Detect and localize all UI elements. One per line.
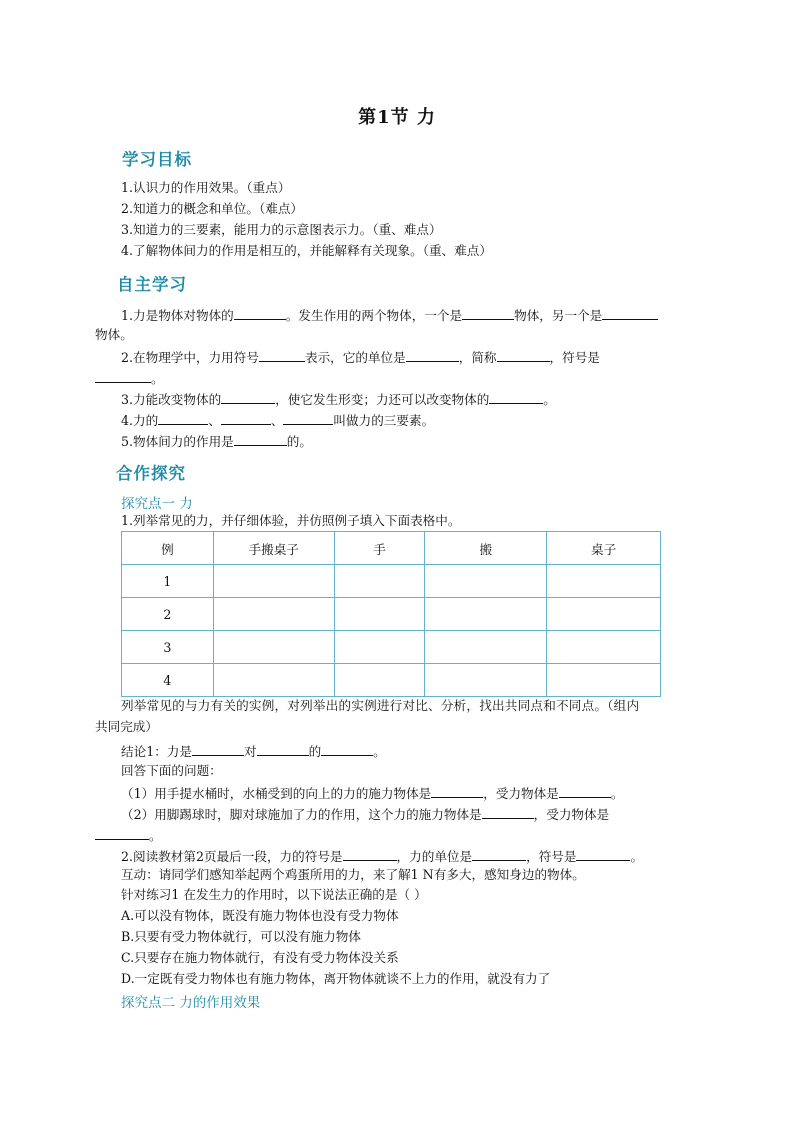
page-title: 第1节 力 <box>358 107 436 128</box>
answer-prompt: 回答下面的问题： <box>121 763 222 778</box>
blank-line <box>234 432 287 446</box>
blank-line <box>462 306 514 320</box>
interaction-text: 互动：请同学们感知举起两个鸡蛋所用的力，来了解1 N有多大，感知身边的物体。 <box>121 867 585 882</box>
table-cell <box>547 631 661 664</box>
self-question-3: 3.力能改变物体的 ，使它发生形变；力还可以改变物体的 。 <box>121 392 556 407</box>
blank-line <box>257 742 309 756</box>
blank-line <box>497 348 550 362</box>
question-1: （1）用手提水桶时，水桶受到的向上的力的施力物体是 ，受力物体是 。 <box>121 786 624 801</box>
reading-question: 2.阅读教材第2页最后一段，力的符号是 ，力的单位是 ，符号是 。 <box>121 849 644 864</box>
self-question-5: 5.物体间力的作用是 的。 <box>121 434 312 449</box>
question-2-cont: 。 <box>95 826 162 844</box>
table-row-number: 3 <box>122 631 214 664</box>
goal-item: 3.知道力的三要素，能用力的示意图表示力。（重、难点） <box>121 222 442 237</box>
blank-line <box>602 306 658 320</box>
table-cell <box>425 598 547 631</box>
table-cell <box>334 631 425 664</box>
blank-line <box>472 847 526 861</box>
table-header-row <box>122 532 661 565</box>
example-table <box>121 531 661 697</box>
comparison-paragraph: 列举常见的与力有关的实例，对列举出的实例进行对比、分析，找出共同点和不同点。（组内 <box>121 698 640 713</box>
table-row-number: 1 <box>122 565 214 598</box>
blank-line <box>283 411 333 425</box>
self-question-2: 2.在物理学中，力用符号 表示，它的单位是 ，简称 ，符号是 <box>121 350 600 365</box>
list-instruction: 1.列举常见的力，并仔细体验，并仿照例子填入下面表格中。 <box>121 513 461 528</box>
table-cell <box>213 664 334 697</box>
table-cell <box>547 664 661 697</box>
blank-line <box>489 390 543 404</box>
blank-line <box>95 826 149 840</box>
self-question-1-cont: 物体。 <box>95 327 133 342</box>
goal-item: 4.了解物体间力的作用是相互的，并能解释有关现象。（重、难点） <box>121 243 492 258</box>
table-row-number: 4 <box>122 664 214 697</box>
section-goals-heading: 学习目标 <box>122 150 192 169</box>
table-cell <box>425 565 547 598</box>
table-cell <box>425 631 547 664</box>
section-coop-heading: 合作探究 <box>116 464 186 483</box>
blank-line <box>95 369 151 383</box>
table-cell <box>334 598 425 631</box>
inquiry-point-1: 探究点一 力 <box>121 496 193 512</box>
conclusion-1: 结论1：力是 对 的 。 <box>121 744 386 759</box>
table-cell <box>547 598 661 631</box>
table-cell <box>213 598 334 631</box>
blank-line <box>482 805 534 819</box>
blank-line <box>158 411 208 425</box>
table-header-cell: 桌子 <box>547 532 661 565</box>
table-cell <box>334 664 425 697</box>
table-header-cell: 例 <box>122 532 214 565</box>
blank-line <box>234 306 286 320</box>
blank-line <box>192 742 244 756</box>
option-a: A.可以没有物体，既没有施力物体也没有受力物体 <box>121 908 399 923</box>
table-cell <box>213 631 334 664</box>
blank-line <box>343 847 397 861</box>
table-cell <box>547 565 661 598</box>
blank-line <box>221 411 271 425</box>
blank-line <box>576 847 630 861</box>
blank-line <box>259 348 305 362</box>
option-c: C.只要存在施力物体就行，有没有受力物体没关系 <box>121 950 399 965</box>
table-cell <box>425 664 547 697</box>
question-2: （2）用脚踢球时，脚对球施加了力的作用，这个力的施力物体是 ，受力物体是 <box>121 807 610 822</box>
practice-question: 针对练习1 在发生力的作用时，以下说法正确的是（ ） <box>121 887 427 902</box>
self-question-1: 1.力是物体对物体的 。发生作用的两个物体，一个是 物体，另一个是 <box>121 306 658 324</box>
table-header-cell: 手 <box>334 532 425 565</box>
table-row <box>122 664 661 697</box>
table-row-number: 2 <box>122 598 214 631</box>
blank-line <box>431 784 483 798</box>
table-cell <box>213 565 334 598</box>
comparison-paragraph-cont: 共同完成） <box>95 719 158 734</box>
goal-item: 1.认识力的作用效果。（重点） <box>121 180 291 195</box>
self-question-4: 4.力的 、 、 叫做力的三要素。 <box>121 413 435 428</box>
table-row <box>122 598 661 631</box>
table-row <box>122 565 661 598</box>
blank-line <box>559 784 611 798</box>
inquiry-point-2: 探究点二 力的作用效果 <box>121 995 261 1011</box>
table-header-cell: 手搬桌子 <box>213 532 334 565</box>
table-cell <box>334 565 425 598</box>
goal-item: 2.知道力的概念和单位。（难点） <box>121 201 304 216</box>
table-row <box>122 631 661 664</box>
blank-line <box>406 348 459 362</box>
option-b: B.只要有受力物体就行，可以没有施力物体 <box>121 929 361 944</box>
table-header-cell: 搬 <box>425 532 547 565</box>
section-self-heading: 自主学习 <box>117 275 187 294</box>
self-question-2-cont: 。 <box>95 369 164 387</box>
option-d: D.一定既有受力物体也有施力物体，离开物体就谈不上力的作用，就没有力了 <box>121 971 551 986</box>
blank-line <box>321 742 373 756</box>
blank-line <box>221 390 275 404</box>
